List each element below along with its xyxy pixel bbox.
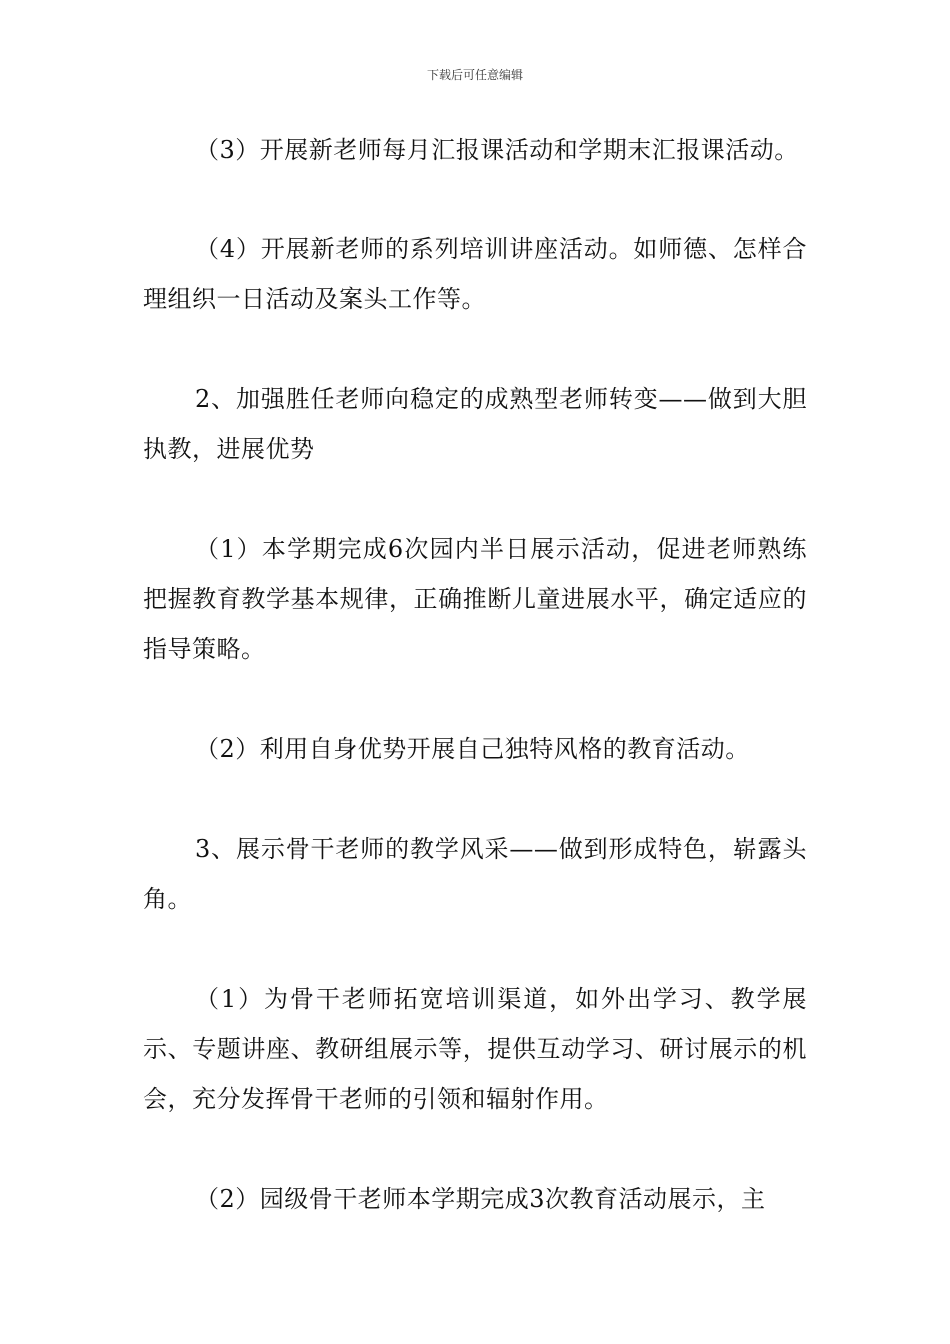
paragraph-new-teacher-report-lessons: （3）开展新老师每月汇报课活动和学期末汇报课活动。 xyxy=(195,136,799,164)
paragraph-backbone-activity-showcase: （2）园级骨干老师本学期完成3次教育活动展示，主 xyxy=(195,1185,766,1213)
paragraph-own-style-activities: （2）利用自身优势开展自己独特风格的教育活动。 xyxy=(195,735,750,763)
paragraph-new-teacher-training-lectures: （4）开展新老师的系列培训讲座活动。如师德、怎样合理组织一日活动及案头工作等。 xyxy=(143,235,807,313)
paragraph-backbone-training-channels: （1）为骨干老师拓宽培训渠道，如外出学习、教学展示、专题讲座、教研组展示等，提供互动学习、研讨展示的机会，充分发挥骨干老师的引领和辐射作用。 xyxy=(143,985,807,1113)
paragraph-backbone-teacher-heading: 3、展示骨干老师的教学风采——做到形成特色，崭露头角。 xyxy=(143,835,807,913)
page-header-note: 下载后可任意编辑 xyxy=(426,68,523,82)
paragraph-half-day-showcase: （1）本学期完成6次园内半日展示活动，促进老师熟练把握教育教学基本规律，正确推断儿童进展水平，确定适应的指导策略。 xyxy=(143,535,807,663)
paragraph-competent-teacher-heading: 2、加强胜任老师向稳定的成熟型老师转变——做到大胆执教，进展优势 xyxy=(143,385,807,463)
